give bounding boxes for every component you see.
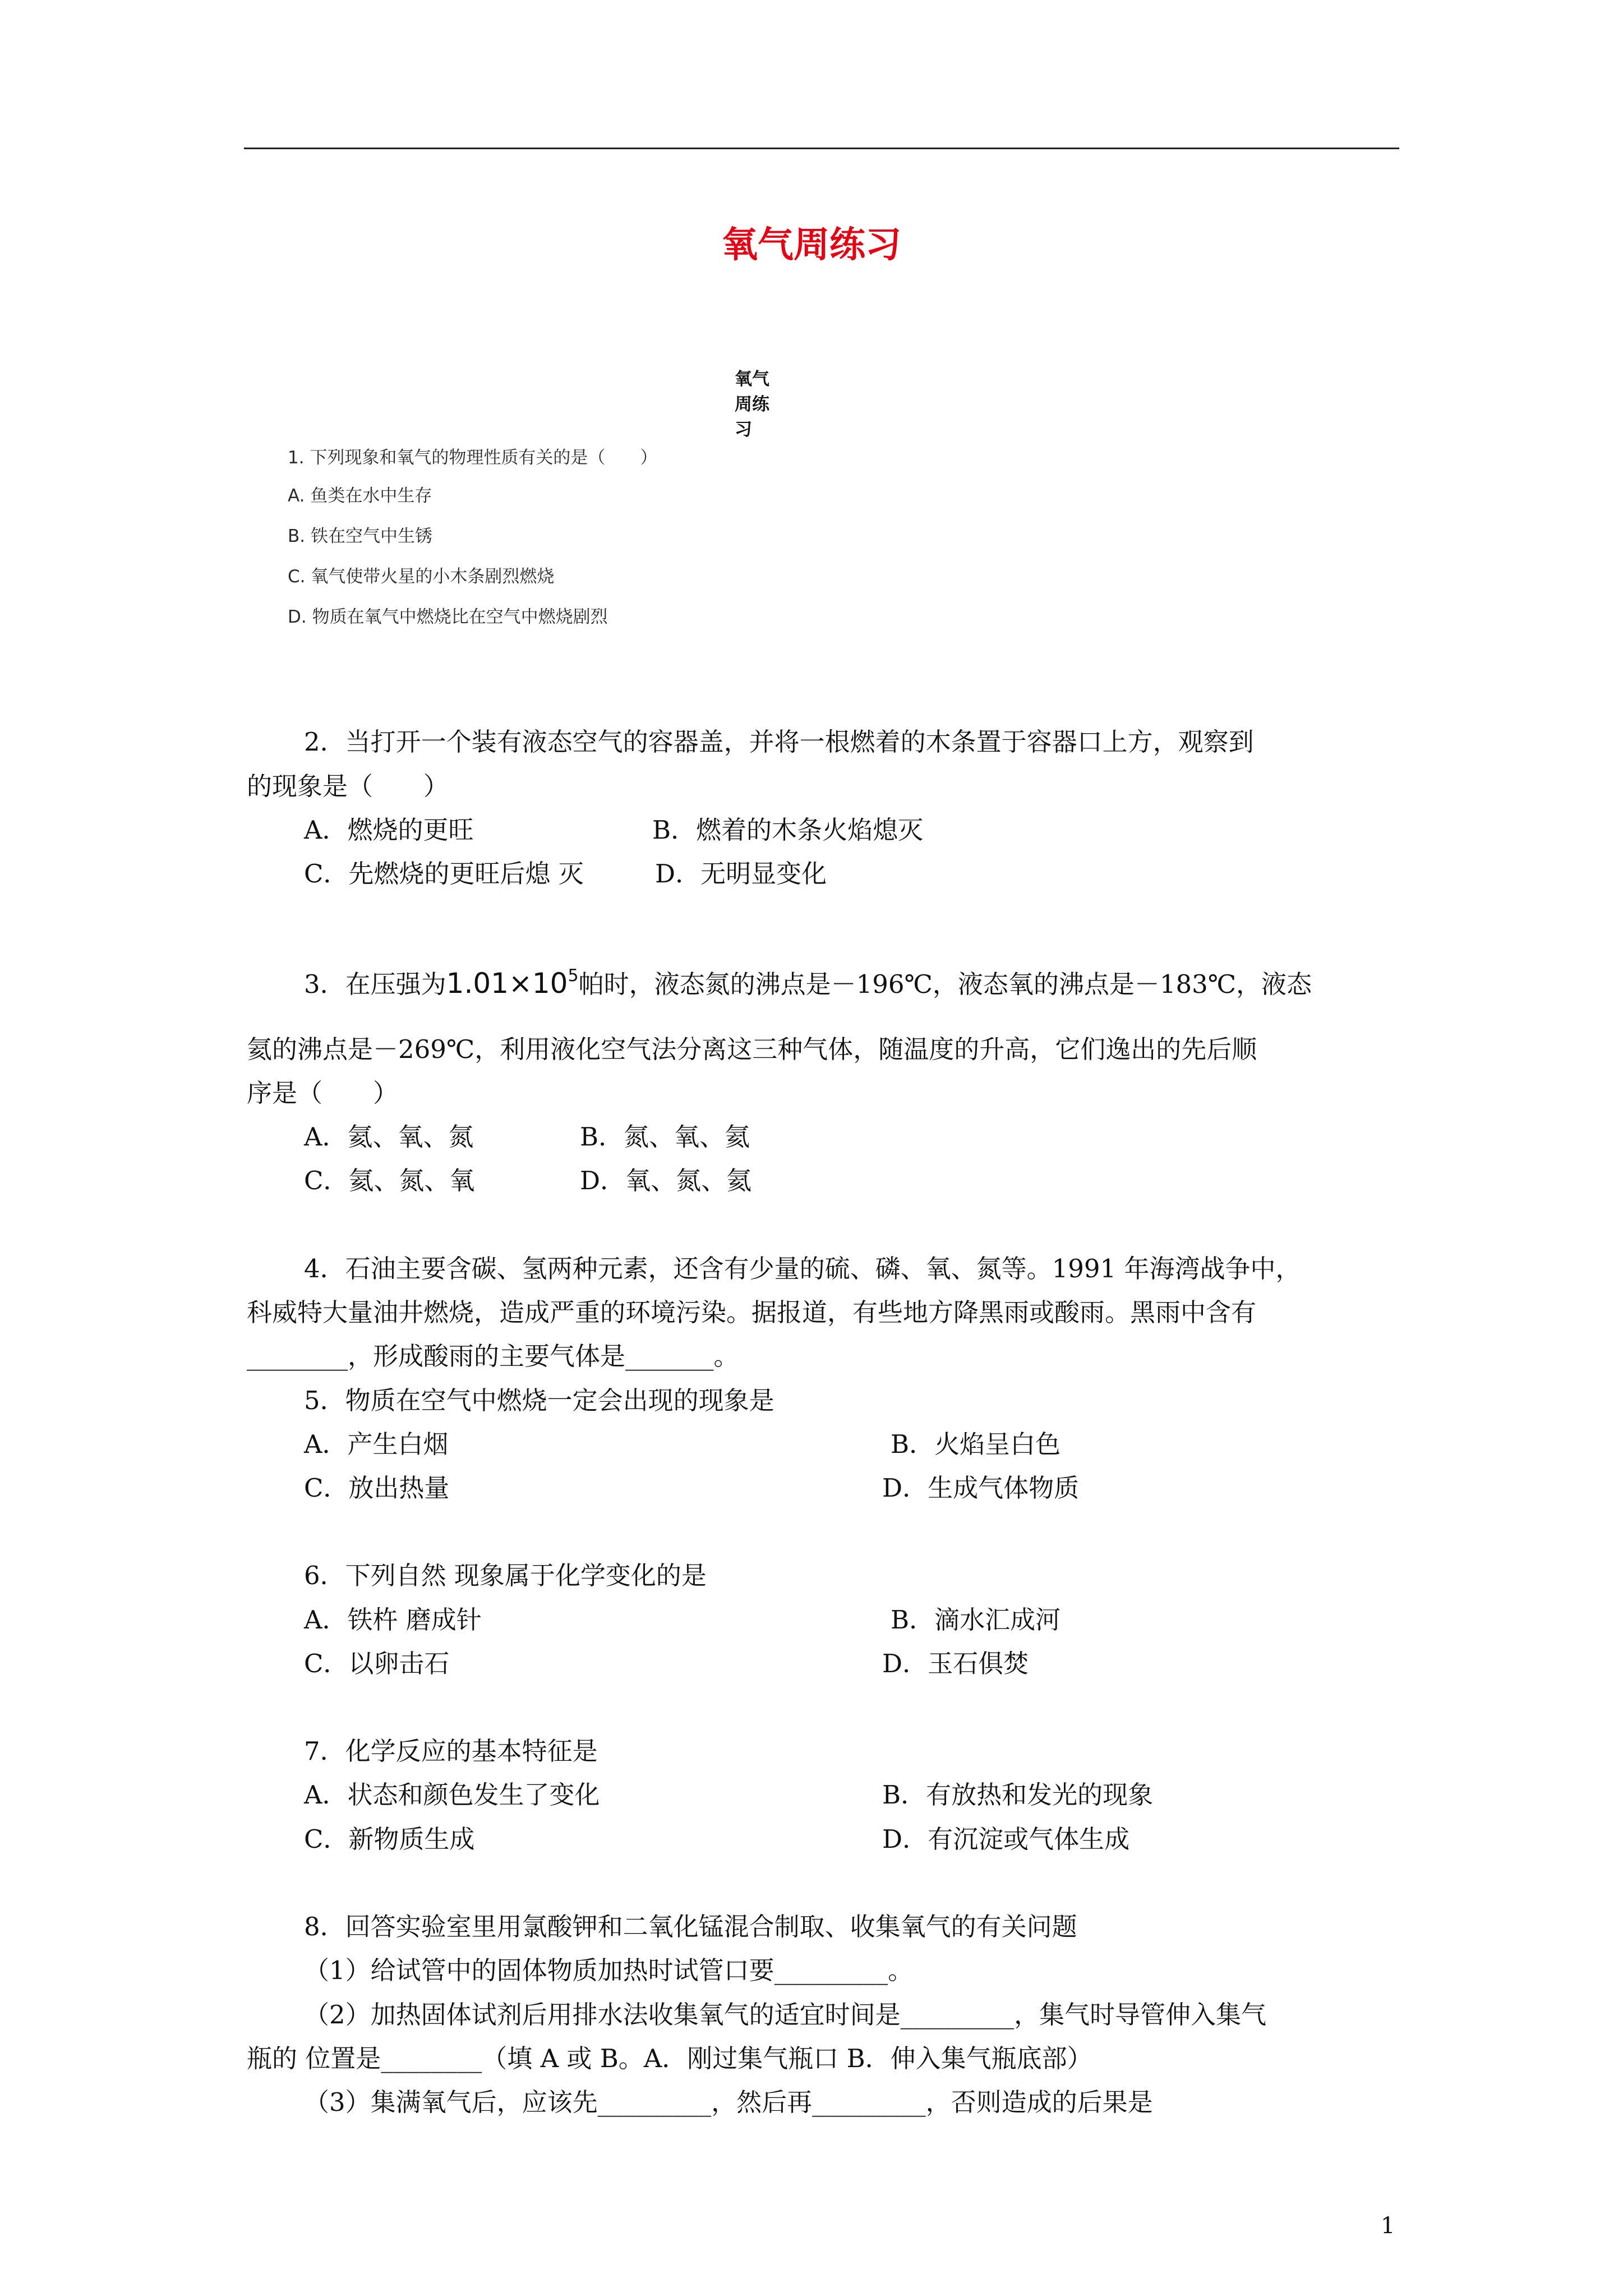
q2-option-c: C．先燃烧的更旺后熄 灭 <box>304 859 584 889</box>
q8-part-3: （3）集满氧气后，应该先_________，然后再_________，否则造成的后果是 <box>304 2087 1153 2117</box>
scan-title: 氧气周练习 <box>735 369 769 440</box>
q8-part-2-line1: （2）加热固体试剂后用排水法收集氧气的适宜时间是_________，集气时导管伸入集气 <box>304 2000 1267 2030</box>
q5-option-b: B．火焰呈白色 <box>891 1429 1061 1459</box>
q4-stem-line3: ________，形成酸雨的主要气体是_______。 <box>247 1341 739 1371</box>
q5-stem: 5．物质在空气中燃烧一定会出现的现象是 <box>304 1386 774 1415</box>
q6-option-c: C．以卵击石 <box>304 1649 450 1678</box>
header-rule <box>244 148 1399 149</box>
scan-option-b: B. 铁在空气中生锈 <box>288 526 432 546</box>
q2-stem-line2: 的现象是（ ） <box>247 771 449 801</box>
q2-option-b: B．燃着的木条火焰熄灭 <box>652 815 924 845</box>
q3-option-b: B．氮、氧、氦 <box>580 1122 750 1152</box>
q6-option-b: B．滴水汇成河 <box>891 1605 1061 1635</box>
q4-stem-line1: 4．石油主要含碳、氢两种元素，还含有少量的硫、磷、氧、氮等。1991 年海湾战争中， <box>304 1254 1301 1283</box>
page-title: 氧气周练习 <box>722 224 901 266</box>
q2-option-a: A．燃烧的更旺 <box>304 815 474 845</box>
page-number: 1 <box>1381 2213 1395 2239</box>
scan-option-d: D. 物质在氧气中燃烧比在空气中燃烧剧烈 <box>288 607 608 627</box>
q5-option-d: D．生成气体物质 <box>882 1473 1080 1503</box>
q3-pre: 3．在压强为 <box>304 969 446 999</box>
scan-option-a: A. 鱼类在水中生存 <box>288 486 432 506</box>
q7-option-c: C．新物质生成 <box>304 1824 475 1854</box>
q2-option-d: D．无明显变化 <box>655 859 827 889</box>
q4-stem-line2: 科威特大量油井燃烧，造成严重的环境污染。据报道，有些地方降黑雨或酸雨。黑雨中含有 <box>247 1297 1257 1327</box>
q6-option-d: D．玉石俱焚 <box>882 1649 1029 1678</box>
scan-option-c: C. 氧气使带火星的小木条剧烈燃烧 <box>288 567 555 587</box>
q8-part-2-line2: 瓶的 位置是________（填 A 或 B。A．刚过集气瓶口 B．伸入集气瓶底部） <box>247 2044 1092 2073</box>
q3-stem-line1 <box>304 964 1312 1000</box>
scanned-question-1-image <box>247 337 785 651</box>
q7-stem: 7．化学反应的基本特征是 <box>304 1736 598 1766</box>
q3-stem-line3: 序是（ ） <box>247 1078 399 1108</box>
q3-option-c: C．氦、氮、氧 <box>304 1166 475 1195</box>
q8-part-1: （1）给试管中的固体物质加热时试管口要_________。 <box>304 1955 914 1985</box>
q6-stem: 6．下列自然 现象属于化学变化的是 <box>304 1561 707 1590</box>
q3-stem-line2: 氦的沸点是－269℃，利用液化空气法分离这三种气体，随温度的升高，它们逸出的先后顺 <box>247 1034 1257 1064</box>
q7-option-b: B．有放热和发光的现象 <box>882 1780 1154 1810</box>
q3-post: 帕时，液态氮的沸点是－196℃，液态氧的沸点是－183℃，液态 <box>578 969 1312 999</box>
q3-option-d: D．氧、氮、氦 <box>580 1166 752 1195</box>
q8-stem: 8．回答实验室里用氯酸钾和二氧化锰混合制取、收集氧气的有关问题 <box>304 1912 1077 1941</box>
q7-option-d: D．有沉淀或气体生成 <box>882 1824 1130 1854</box>
q5-option-c: C．放出热量 <box>304 1473 450 1503</box>
q6-option-a: A．铁杵 磨成针 <box>304 1605 482 1635</box>
q3-option-a: A．氦、氧、氮 <box>304 1122 474 1152</box>
q3-pressure: $1.01\times 10^5$ <box>446 966 579 1000</box>
q5-option-a: A．产生白烟 <box>304 1429 449 1459</box>
scan-question-stem: 1. 下列现象和氧气的物理性质有关的是（ ） <box>288 448 658 468</box>
q2-stem-line1: 2．当打开一个装有液态空气的容器盖，并将一根燃着的木条置于容器口上方，观察到 <box>304 727 1254 757</box>
q7-option-a: A．状态和颜色发生了变化 <box>304 1780 600 1810</box>
